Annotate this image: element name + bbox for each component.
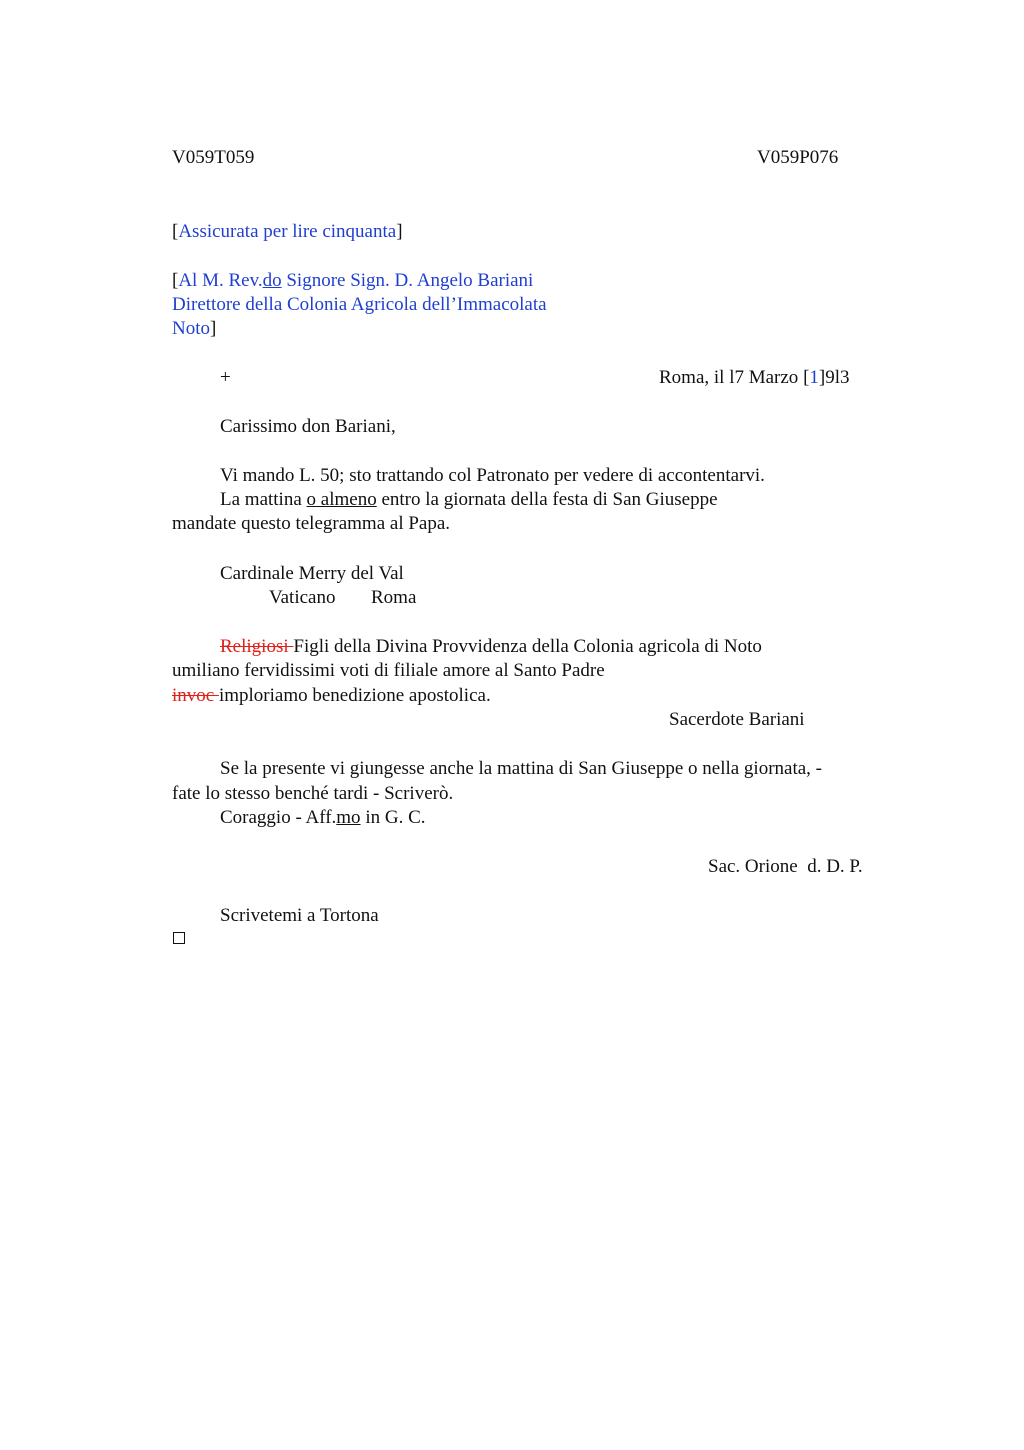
text-segment: imploriamo benedizione apostolica. (218, 685, 491, 706)
bracket-open: [ (172, 270, 179, 291)
underlined-text: mo (336, 807, 361, 828)
address-title: Al M. Rev. (178, 270, 263, 291)
year-rest: 9l3 (825, 367, 850, 388)
telegram-line-3 (172, 684, 491, 708)
address-name: Signore Sign. D. Angelo Bariani (281, 270, 534, 291)
address-line-2: Direttore della Colonia Agricola dell’Immacolata (172, 294, 547, 315)
document-code-right: V059P076 (757, 147, 839, 168)
insured-note-text: Assicurata per lire cinquanta (178, 221, 397, 242)
text-segment: entro la giornata della festa di San Giuseppe (376, 489, 718, 510)
telegram-recipient: Cardinale Merry del Val (220, 563, 404, 584)
bracket-open: [ (172, 221, 179, 242)
telegram-signature: Sacerdote Bariani (669, 709, 805, 730)
paragraph1-line-3: mandate questo telegramma al Papa. (172, 513, 451, 534)
bracket-close: ] (818, 367, 826, 388)
paragraph1-line-1: Vi mando L. 50; sto trattando col Patronato per vedere di accontentarvi. (220, 465, 765, 486)
bracket-close: ] (210, 318, 217, 339)
text-segment: in G. C. (360, 807, 426, 828)
insured-note (172, 220, 403, 244)
dateline (659, 366, 850, 390)
underlined-text: o almeno (306, 489, 377, 510)
paragraph1-line-2 (220, 488, 718, 512)
deleted-text: Religiosi (220, 636, 294, 657)
text-segment: La mattina (220, 489, 307, 510)
paragraph2-line-2: fate lo stesso benché tardi - Scriverò. (172, 783, 454, 804)
telegram-place-2: Roma (371, 587, 417, 608)
end-box-icon (173, 932, 185, 944)
text-segment: Figli della Divina Provvidenza della Colonia agricola di Noto (293, 636, 762, 657)
document-code-left: V059T059 (172, 147, 255, 168)
address-line-3 (172, 317, 216, 341)
cross-mark: + (220, 367, 231, 388)
telegram-line-1 (220, 635, 762, 659)
address-line-1 (172, 269, 533, 293)
deleted-text: invoc (172, 685, 219, 706)
year-insert: 1 (809, 367, 819, 388)
dateline-place: Roma, il l7 Marzo (659, 367, 804, 388)
address-title-superscript: do (262, 270, 282, 291)
bracket-open: [ (803, 367, 810, 388)
paragraph2-line-3 (220, 806, 426, 830)
telegram-place-1: Vaticano (269, 587, 336, 608)
text-segment: Coraggio - Aff. (220, 807, 337, 828)
salutation: Carissimo don Bariani, (220, 416, 396, 437)
postscript: Scrivetemi a Tortona (220, 905, 379, 926)
paragraph2-line-1: Se la presente vi giungesse anche la mattina di San Giuseppe o nella giornata, - (220, 758, 823, 779)
bracket-close: ] (396, 221, 403, 242)
address-city: Noto (172, 318, 210, 339)
telegram-line-2: umiliano fervidissimi voti di filiale amore al Santo Padre (172, 660, 605, 681)
closing-signature: Sac. Orione d. D. P. (708, 856, 863, 877)
